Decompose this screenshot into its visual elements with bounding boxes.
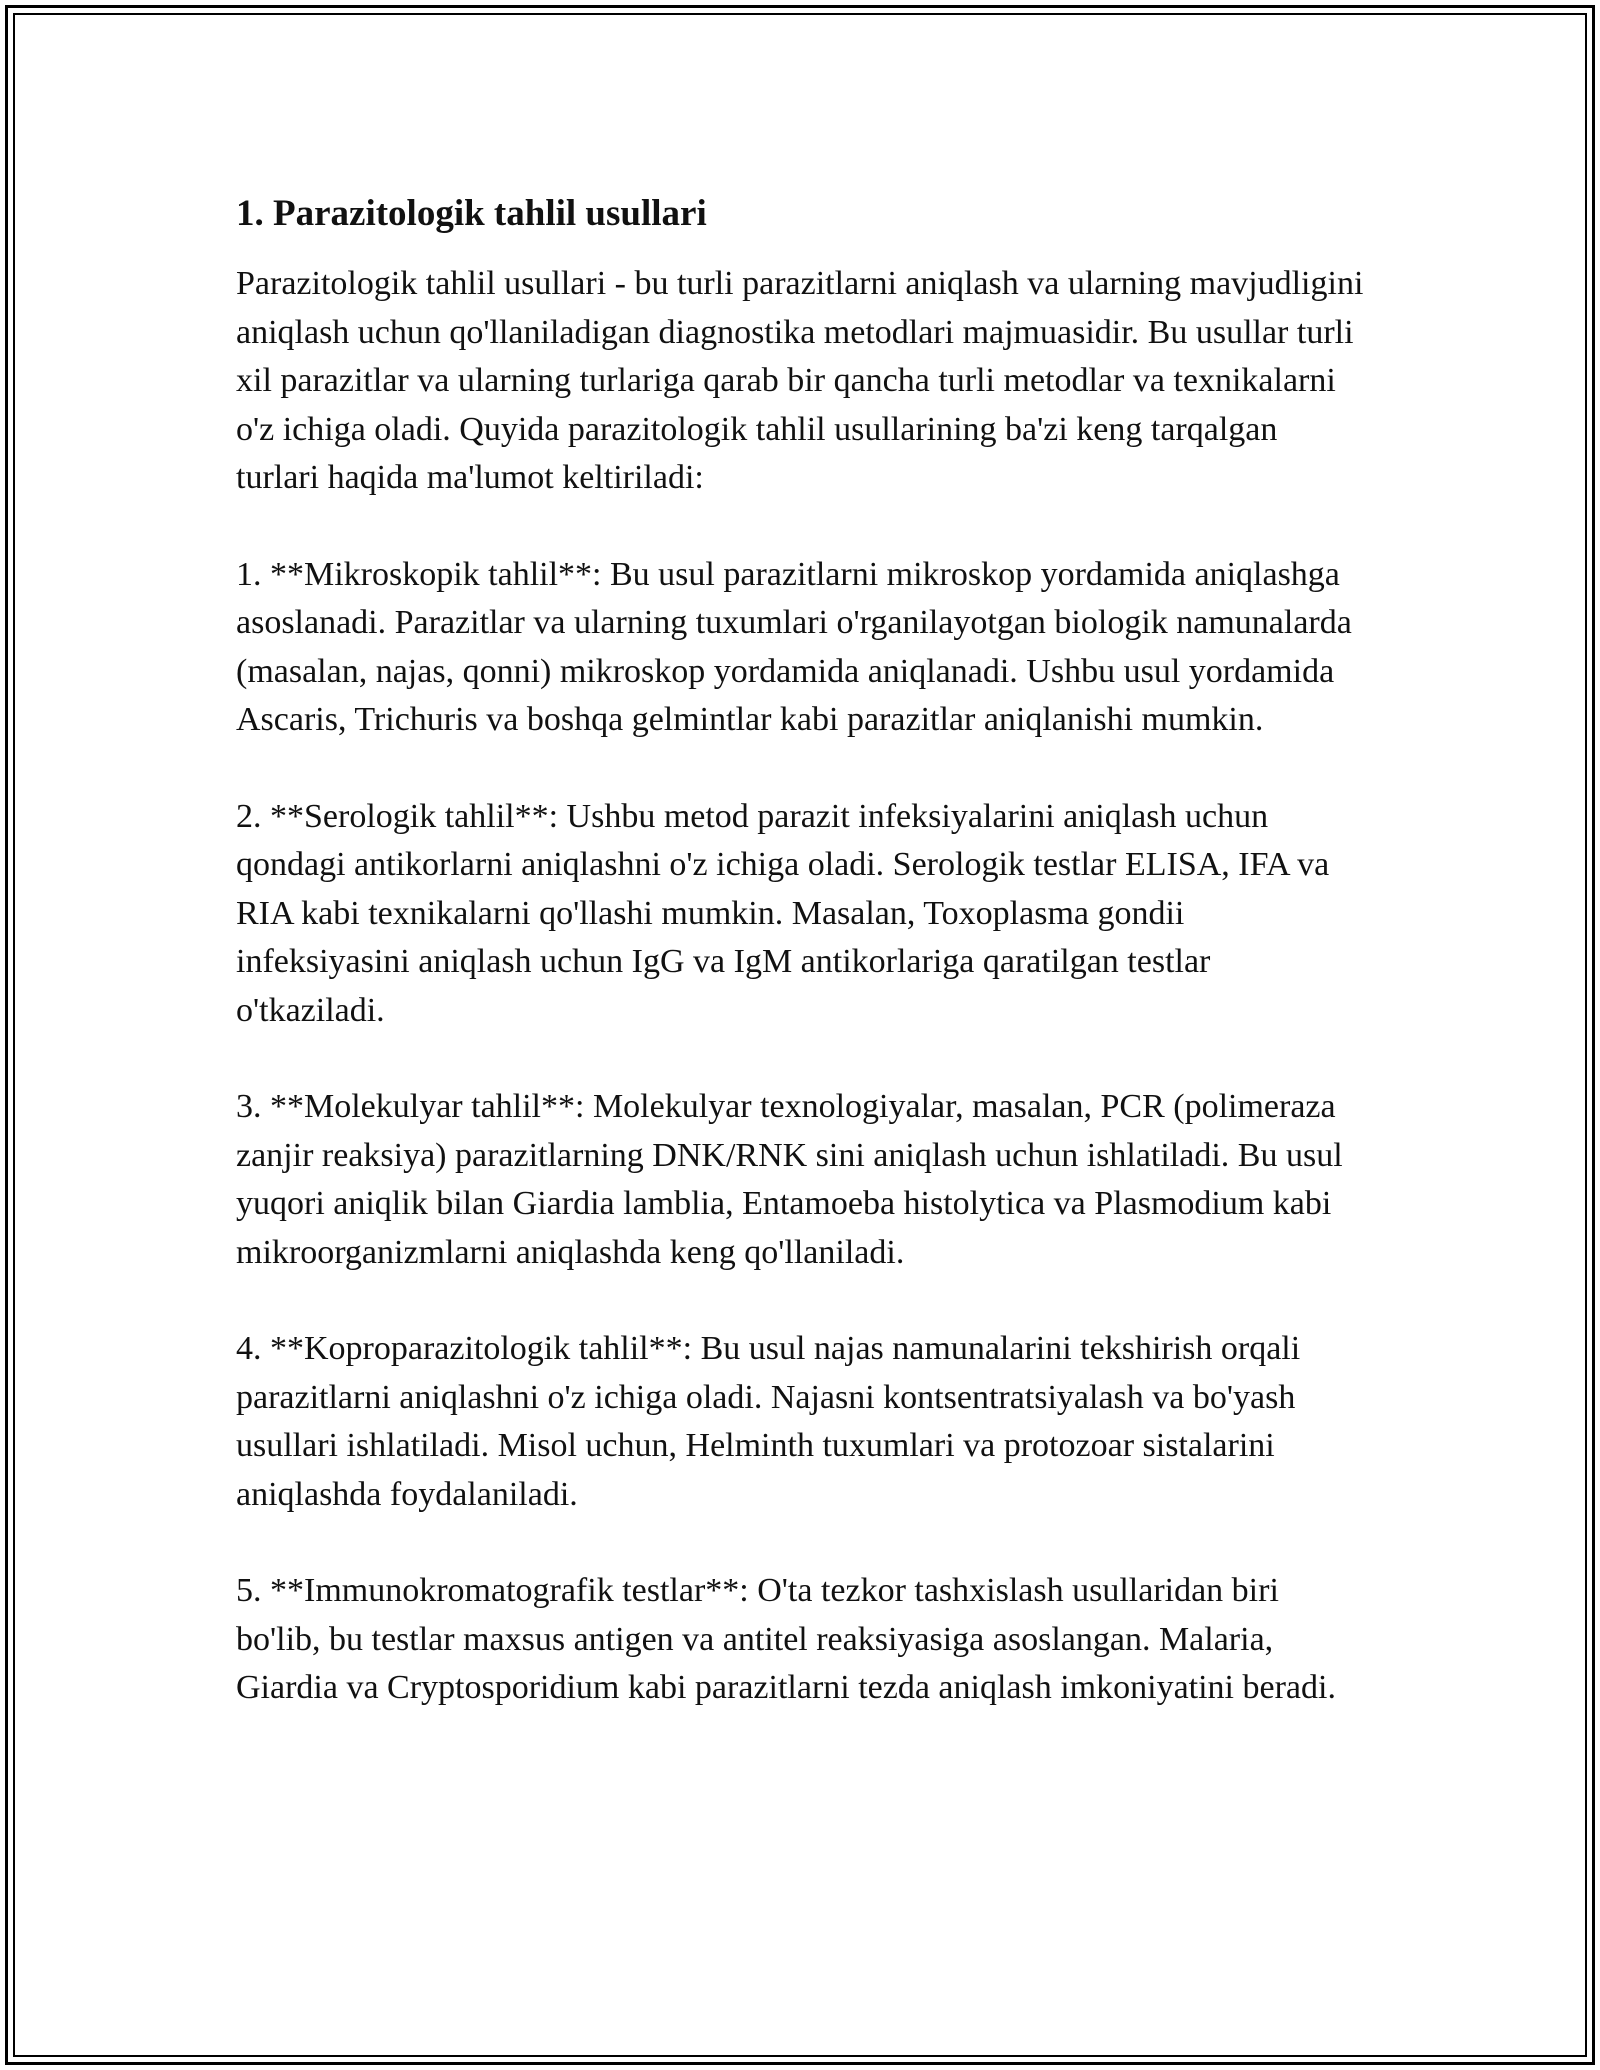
method-item-microscopic: 1. **Mikroskopik tahlil**: Bu usul parazitlarni mikroskop yordamida aniqlashga asoslanadi. Parazitlar va ularning tuxumlari o'rganilayotgan biologik namunalarda (masalan, najas, qonni) mikroskop yordamida aniqlanadi. Ushbu usul yordamida Ascaris, Trichuris va boshqa gelmintlar kabi parazitlar aniqlanishi mumkin. (236, 555, 1352, 738)
document-body (236, 186, 1366, 1761)
document-title: 1. Parazitologik tahlil usullari (236, 193, 707, 234)
method-item-molecular: 3. **Molekulyar tahlil**: Molekulyar texnologiyalar, masalan, PCR (polimeraza zanjir reaksiya) parazitlarning DNK/RNK sini aniqlash uchun ishlatiladi. Bu usul yuqori aniqlik bilan Giardia lamblia, Entamoeba histolytica va Plasmodium kabi mikroorganizmlarni aniqlashda keng qo'llaniladi. (236, 1088, 1343, 1271)
method-item-immunochromatographic: 5. **Immunokromatografik testlar**: O'ta tezkor tashxislash usullaridan biri bo'lib, bu testlar maxsus antigen va antitel reaksiyasiga asoslangan. Malaria, Giardia va Cryptosporidium kabi parazitlarni tezda aniqlash imkoniyatini beradi. (236, 1572, 1336, 1706)
method-item-serologic: 2. **Serologik tahlil**: Ushbu metod parazit infeksiyalarini aniqlash uchun qondagi antikorlarni aniqlashni o'z ichiga oladi. Serologik testlar ELISA, IFA va RIA kabi texnikalarni qo'llashi mumkin. Masalan, Toxoplasma gondii infeksiyasini aniqlash uchun IgG va IgM antikorlariga qaratilgan testlar o'tkaziladi. (236, 797, 1330, 1029)
intro-paragraph: Parazitologik tahlil usullari - bu turli parazitlarni aniqlash va ularning mavjudligini aniqlash uchun qo'llaniladigan diagnostika metodlari majmuasidir. Bu usullar turli xil parazitlar va ularning turlariga qarab bir qancha turli metodlar va texnikalarni o'z ichiga oladi. Quyida parazitologik tahlil usullarining ba'zi keng tarqalgan turlari haqida ma'lumot keltiriladi: (236, 265, 1364, 496)
method-item-coproparasitologic: 4. **Koproparazitologik tahlil**: Bu usul najas namunalarini tekshirish orqali parazitlarni aniqlashni o'z ichiga oladi. Najasni kontsentratsiyalash va bo'yash usullari ishlatiladi. Misol uchun, Helminth tuxumlari va protozoar sistalarini aniqlashda foydalaniladi. (236, 1330, 1301, 1513)
